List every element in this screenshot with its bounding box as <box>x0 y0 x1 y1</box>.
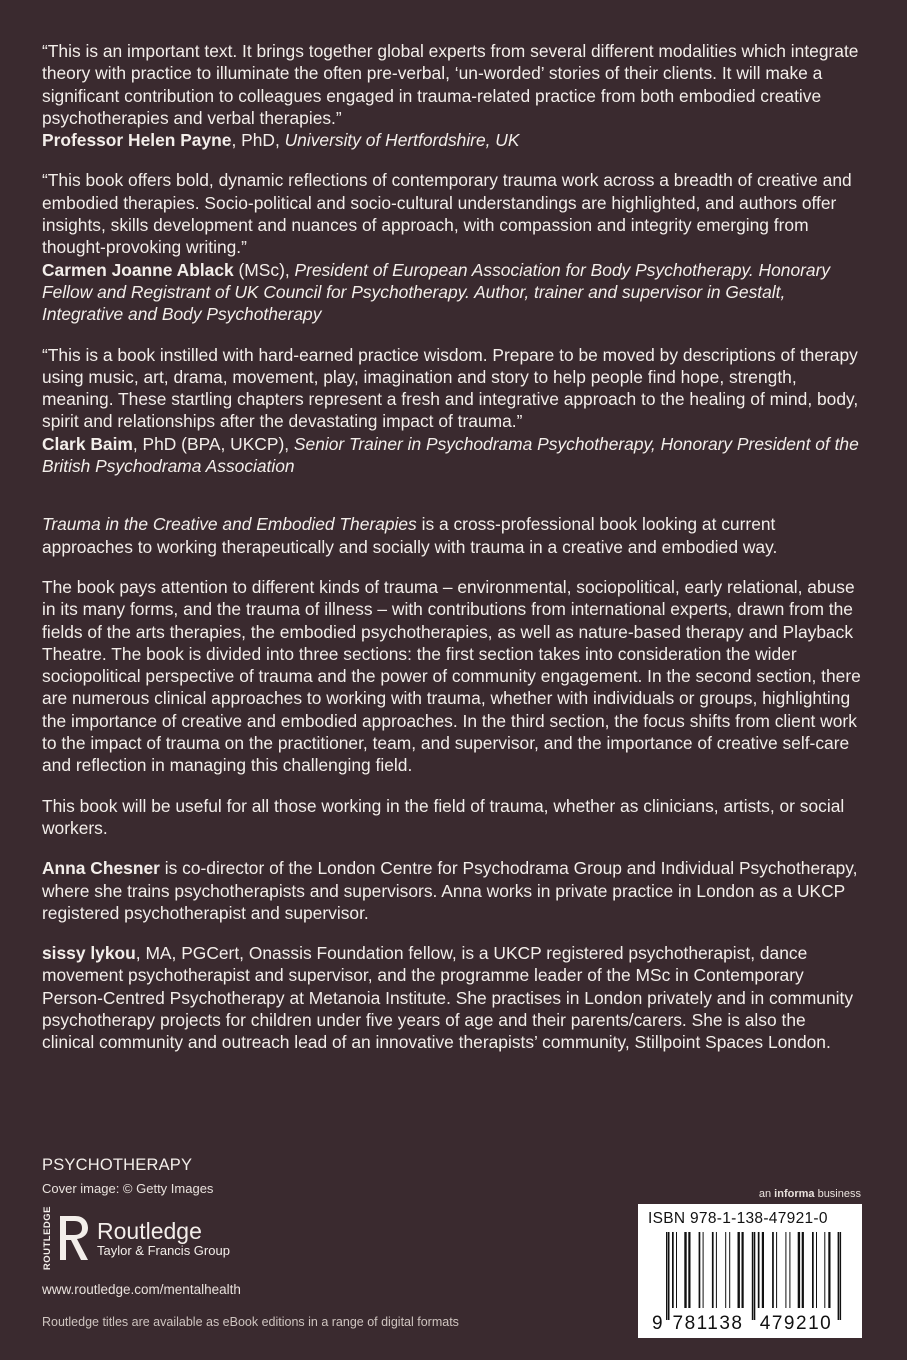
endorsement-attribution <box>42 129 862 151</box>
barcode-digit-lead: 9 <box>652 1313 663 1332</box>
informa-label <box>759 1188 861 1200</box>
endorsement-quote: “This book offers bold, dynamic reflections of contemporary trauma work across a breadth of creative and embodied therapies. Socio-political and socio-cultural understandings are highlighted, and authors offer insights, skills development and nuances of approach, with compassion and integrity emerging from thought-provoking writing.” <box>42 170 852 258</box>
endorser-affiliation: President of European Association for Body Psychotherapy. Honorary Fellow and Registrant of UK Council for Psychotherapy. Author, trainer and supervisor in Gestalt, Integrative and Body Psychotherapy <box>42 259 831 325</box>
barcode-bar <box>789 1232 790 1308</box>
endorsement-quote: “This is an important text. It brings together global experts from several different modalities which integrate theory with practice to illuminate the often pre-verbal, ‘un-worded’ stories of their clients. It will make a significant contribution to colleagues engaged in trauma-related practice from both embodied creative psychotherapies and verbal therapies.” <box>42 41 859 128</box>
barcode-graphic <box>648 1232 854 1332</box>
footer-left <box>42 1156 462 1329</box>
publisher-logo <box>42 1206 462 1270</box>
barcode-bar <box>738 1232 740 1308</box>
description-intro <box>42 513 862 558</box>
barcode-bar <box>762 1232 764 1308</box>
barcode-bar <box>772 1232 774 1308</box>
barcode-bar <box>672 1232 674 1308</box>
barcode-guard-bar <box>754 1232 756 1320</box>
barcode-bar <box>716 1232 717 1308</box>
barcode-guard-bar <box>840 1232 842 1320</box>
barcode-guard-bar <box>668 1232 670 1320</box>
description-body: The book pays attention to different kinds of trauma – environmental, sociopolitical, early relational, abuse in its many forms, and the trauma of illness – with contributions from international experts, drawn from the fields of the arts therapies, the embodied psychotherapies, as well as nature-based therapy and Playback Theatre. The book is divided into three sections: the first section takes into consideration the wider sociopolitical perspective of trauma and the power of community engagement. In the second section, there are numerous clinical approaches to working with trauma, whether with individuals or groups, highlighting the importance of creative and embodied approaches. In the third section, the focus shifts from client work to the impact of trauma on the practitioner, team, and supervisor, and the importance of creative self-care and reflection in managing this challenging field. <box>42 576 861 776</box>
endorser-credentials: , PhD, <box>231 130 285 151</box>
barcode-bar <box>742 1232 744 1308</box>
endorser-name: Clark Baim <box>42 433 133 454</box>
subject-category: PSYCHOTHERAPY <box>42 1156 193 1174</box>
cover-credit: Cover image: © Getty Images <box>42 1181 214 1196</box>
endorser-name: Carmen Joanne Ablack <box>42 259 234 280</box>
routledge-r-icon <box>57 1213 91 1263</box>
barcode-bar <box>712 1232 714 1308</box>
author-bio-1 <box>42 857 862 924</box>
description-intro-text: is a cross-professional book looking at current approaches to working therapeutically and socially with trauma in a creative and embodied way. <box>42 514 778 557</box>
barcode-bar <box>676 1232 677 1308</box>
endorsement-3 <box>42 344 862 478</box>
publisher-group: Taylor & Francis Group <box>97 1242 230 1258</box>
endorser-credentials: (MSc), <box>233 259 295 280</box>
author-name: sissy lykou <box>42 943 136 964</box>
publisher-side-label: ROUTLEDGE <box>42 1206 53 1271</box>
barcode-guard-bar <box>666 1232 668 1320</box>
publisher-name: Routledge <box>97 1217 202 1244</box>
barcode-bar <box>812 1232 814 1308</box>
endorsement-1 <box>42 40 862 151</box>
book-title: Trauma in the Creative and Embodied Therapies <box>42 514 417 535</box>
barcode-digits-left: 781138 <box>672 1313 744 1332</box>
barcode-bar <box>699 1232 701 1308</box>
endorsement-quote: “This is a book instilled with hard-earned practice wisdom. Prepare to be moved by descriptions of therapy using music, art, drama, movement, play, imagination and story to help people find hope, strength, meaning. These startling chapters represent a fresh and integrative approach to the healing of mind, body, spirit and relationships after the devastating impact of trauma.” <box>42 344 859 432</box>
barcode-bar <box>802 1232 804 1308</box>
ebook-note: Routledge titles are available as eBook editions in a range of digital formats <box>42 1315 459 1330</box>
barcode-bar <box>776 1232 777 1308</box>
barcode-bar <box>816 1232 817 1308</box>
barcode-guard-bar <box>752 1232 754 1320</box>
isbn-label: ISBN 978-1-138-47921-0 <box>648 1210 828 1227</box>
endorser-name: Professor Helen Payne <box>42 130 232 151</box>
author-bio-text: is co-director of the London Centre for Psychodrama Group and Individual Psychotherapy, where she trains psychotherapists and supervisors. Anna works in private practice in London as a UKCP registered psychotherapist and supervisor. <box>42 858 858 923</box>
barcode-bar <box>828 1232 830 1308</box>
barcode-digits-right: 479210 <box>759 1313 833 1332</box>
barcode-bar <box>703 1232 704 1308</box>
publisher-text <box>97 1219 230 1258</box>
author-name: Anna Chesner <box>42 858 160 879</box>
publisher-url: www.routledge.com/mentalhealth <box>42 1282 241 1298</box>
endorser-affiliation: Senior Trainer in Psychodrama Psychotherapy, Honorary President of the British Psychodrama Association <box>42 433 859 477</box>
endorsement-attribution <box>42 433 862 478</box>
endorser-affiliation: University of Hertfordshire, UK <box>284 130 520 151</box>
barcode-bar <box>824 1232 825 1308</box>
barcode-bar <box>798 1232 800 1308</box>
endorsement-attribution <box>42 259 862 326</box>
barcode-bar <box>785 1232 786 1308</box>
back-cover-text <box>42 40 862 1072</box>
author-bio-2 <box>42 942 862 1053</box>
isbn-barcode <box>638 1204 862 1338</box>
barcode-bar <box>758 1232 760 1308</box>
barcode-bar <box>684 1232 686 1308</box>
barcode-guard-bar <box>838 1232 840 1320</box>
description-audience: This book will be useful for all those working in the field of trauma, whether as clinicians, artists, or social workers. <box>42 795 845 838</box>
barcode-bar <box>688 1232 690 1308</box>
author-bio-text: , MA, PGCert, Onassis Foundation fellow, is a UKCP registered psychotherapist, dance movement psychotherapist and supervisor, and the programme leader of the MSc in Contemporary Person-Centred Psychotherapy at Metanoia Institute. She practises in London privately and in community psychotherapy projects for children under five years of age and their parents/carers. She is also the clinical community and outreach lead of an innovative therapists’ community, Stillpoint Spaces London. <box>42 943 854 1053</box>
informa-brand: informa <box>774 1188 815 1200</box>
barcode-bar <box>725 1232 726 1308</box>
endorser-credentials: , PhD (BPA, UKCP), <box>132 433 294 454</box>
barcode-bar <box>729 1232 730 1308</box>
informa-prefix: an <box>758 1188 775 1200</box>
informa-suffix: business <box>814 1188 861 1200</box>
endorsement-2 <box>42 169 862 325</box>
